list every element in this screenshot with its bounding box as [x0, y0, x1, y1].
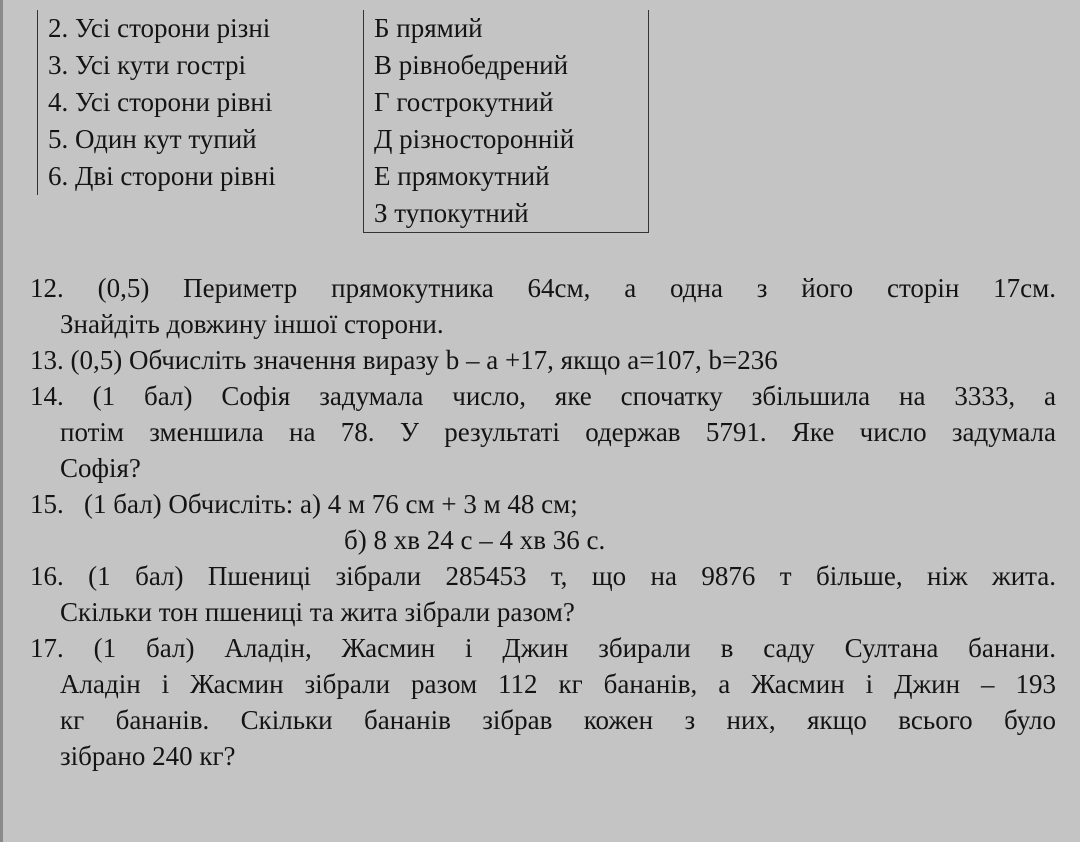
- matching-column-properties: [37, 10, 338, 195]
- task-14-line-3: Софія?: [60, 453, 141, 483]
- task-15: [30, 486, 1056, 558]
- page-left-edge: [0, 0, 3, 842]
- task-15-line-2: б) 8 хв 24 с – 4 хв 36 с.: [344, 525, 606, 555]
- task-14-line-2: потім зменшила на 78. У результаті одержав 5791. Яке число задумала: [60, 417, 1056, 447]
- task-16-line-2: Скільки тон пшениці та жита зібрали разом?: [60, 597, 575, 627]
- property-4: 4. Усі сторони рівні: [48, 87, 273, 117]
- task-12-line-2: Знайдіть довжину іншої сторони.: [60, 309, 444, 339]
- task-17-line-4: зібрано 240 кг?: [60, 741, 236, 771]
- task-12: [30, 270, 1056, 342]
- task-17: [30, 630, 1056, 774]
- task-17-line-1: 17. (1 бал) Аладін, Жасмин і Джин збирали в саду Султана банани.: [30, 633, 1056, 663]
- task-13-line-1: 13. (0,5) Обчисліть значення виразу b – а +17, якщо а=107, b=236: [30, 345, 778, 375]
- task-12-line-1: 12. (0,5) Периметр прямокутника 64см, а одна з його сторін 17см.: [30, 273, 1056, 303]
- task-13: [30, 342, 1056, 378]
- property-5: 5. Один кут тупий: [48, 124, 257, 154]
- property-3: 3. Усі кути гострі: [48, 50, 247, 80]
- type-v: В рівнобедрений: [374, 50, 569, 80]
- type-h: Г гострокутний: [374, 87, 554, 117]
- task-14-line-1: 14. (1 бал) Софія задумала число, яке спочатку збільшила на 3333, а: [30, 381, 1056, 411]
- task-15-line-1: 15. (1 бал) Обчисліть: а) 4 м 76 см + 3 м 48 см;: [30, 489, 578, 519]
- property-6: 6. Дві сторони рівні: [48, 161, 276, 191]
- type-e: Е прямокутний: [374, 161, 550, 191]
- task-17-line-2: Аладін і Жасмин зібрали разом 112 кг бананів, а Жасмин і Джин – 193: [60, 669, 1056, 699]
- property-2: 2. Усі сторони різні: [48, 13, 271, 43]
- task-14: [30, 378, 1056, 486]
- type-z: З тупокутний: [374, 198, 529, 228]
- task-list: [30, 270, 1056, 774]
- type-b: Б прямий: [374, 13, 483, 43]
- task-16: [30, 558, 1056, 630]
- task-17-line-3: кг бананів. Скільки бананів зібрав кожен з них, якщо всього було: [60, 705, 1056, 735]
- type-d: Д різносторонній: [374, 124, 575, 154]
- matching-column-triangle-types: [363, 10, 649, 233]
- task-16-line-1: 16. (1 бал) Пшениці зібрали 285453 т, що на 9876 т більше, ніж жита.: [30, 561, 1056, 591]
